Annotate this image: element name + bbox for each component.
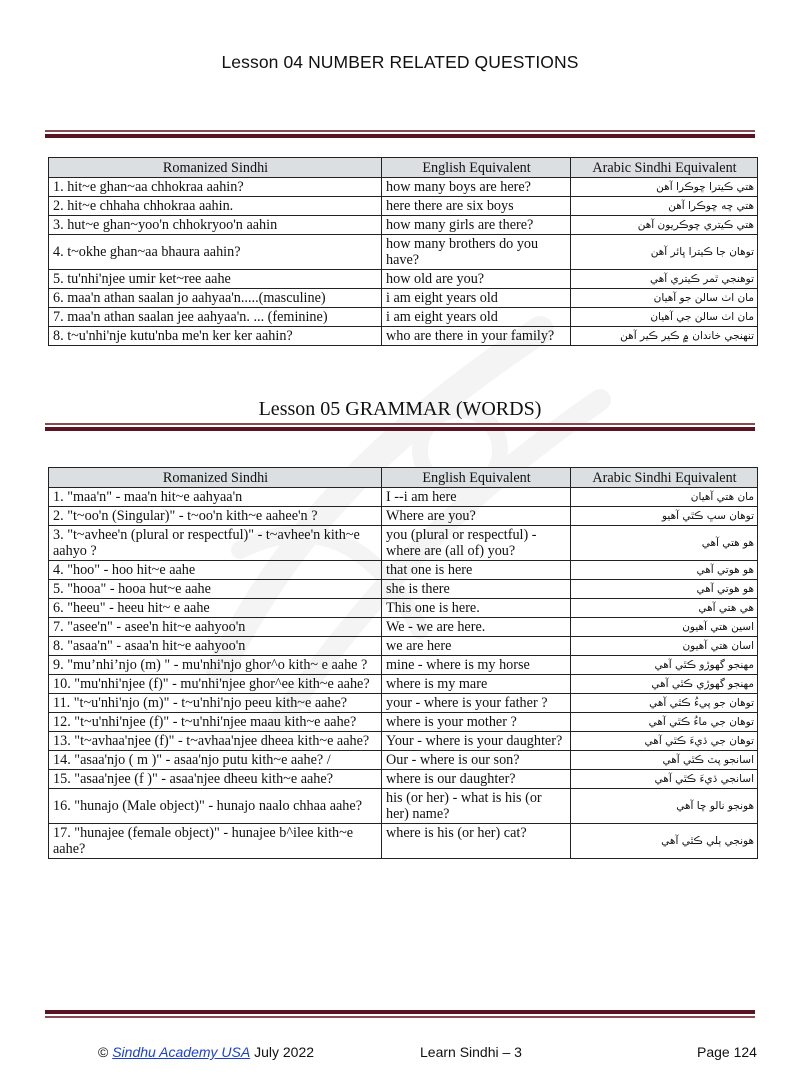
table-row <box>49 732 758 751</box>
cell-english: where is your mother ? <box>382 713 571 732</box>
table-row <box>49 789 758 824</box>
table-row <box>49 178 758 197</box>
cell-english: i am eight years old <box>382 289 571 308</box>
page-label: Page <box>697 1044 730 1060</box>
column-header-romanized: Romanized Sindhi <box>49 468 382 488</box>
cell-romanized: 7. maa'n athan saalan jee aahyaa'n. ... (feminine) <box>49 308 382 327</box>
cell-english: that one is here <box>382 561 571 580</box>
column-header-arabic: Arabic Sindhi Equivalent <box>571 468 758 488</box>
table-row <box>49 308 758 327</box>
table-row <box>49 289 758 308</box>
table-row <box>49 197 758 216</box>
cell-english: mine - where is my horse <box>382 656 571 675</box>
cell-english: who are there in your family? <box>382 327 571 346</box>
cell-romanized: 5. tu'nhi'njee umir ket~ree aahe <box>49 270 382 289</box>
cell-english: i am eight years old <box>382 308 571 327</box>
footer-book-title: Learn Sindhi – 3 <box>420 1044 522 1060</box>
lesson05-table <box>48 467 758 859</box>
cell-english: you (plural or respectful) - where are (all of) you? <box>382 526 571 561</box>
cell-english: how many boys are here? <box>382 178 571 197</box>
cell-english: Where are you? <box>382 507 571 526</box>
cell-arabic: مان اٺ سالن جي آهيان <box>571 308 758 327</box>
cell-arabic: اسين هتي آهيون <box>571 618 758 637</box>
cell-romanized: 3. hut~e ghan~yoo'n chhokryoo'n aahin <box>49 216 382 235</box>
table-row <box>49 488 758 507</box>
cell-romanized: 1. "maa'n" - maa'n hit~e aahyaa'n <box>49 488 382 507</box>
cell-arabic: توهنجي ٿمر ڪيتري آهي <box>571 270 758 289</box>
cell-arabic: مهنجو گهوڙي ڪٿي آهي <box>571 675 758 694</box>
cell-romanized: 11. "t~u'nhi'njo (m)" - t~u'nhi'njo peeu kith~e aahe? <box>49 694 382 713</box>
cell-arabic: هو هتي آهي <box>571 526 758 561</box>
cell-romanized: 1. hit~e ghan~aa chhokraa aahin? <box>49 178 382 197</box>
table-row <box>49 694 758 713</box>
cell-arabic: مان هتي آهيان <box>571 488 758 507</box>
table-row <box>49 713 758 732</box>
cell-romanized: 6. "heeu" - heeu hit~ e aahe <box>49 599 382 618</box>
cell-romanized: 8. t~u'nhi'nje kutu'nba me'n ker ker aahin? <box>49 327 382 346</box>
cell-english: where is his (or her) cat? <box>382 824 571 859</box>
cell-romanized: 17. "hunajee (female object)" - hunajee b^ilee kith~e aahe? <box>49 824 382 859</box>
table-row <box>49 656 758 675</box>
cell-arabic: هو هوتي آهي <box>571 561 758 580</box>
cell-arabic: توهان جا ڪيترا ڀائر آهن <box>571 235 758 270</box>
section-title-lesson05: Lesson 05 GRAMMAR (WORDS) <box>258 398 542 420</box>
cell-romanized: 15. "asaa'njee (f )" - asaa'njee dheeu kith~e aahe? <box>49 770 382 789</box>
cell-arabic: هي هتي آهي <box>571 599 758 618</box>
cell-english: we are here <box>382 637 571 656</box>
cell-arabic: هونجي ٻلي ڪٿي آهي <box>571 824 758 859</box>
cell-romanized: 13. "t~avhaa'njee (f)" - t~avhaa'njee dheea kith~e aahe? <box>49 732 382 751</box>
cell-arabic: تنهنجي خاندان ۾ ڪير ڪير آهن <box>571 327 758 346</box>
cell-arabic: اسانجو پٽ ڪٿي آهي <box>571 751 758 770</box>
footer-divider <box>45 1010 755 1018</box>
table-row <box>49 824 758 859</box>
cell-romanized: 8. "asaa'n" - asaa'n hit~e aahyoo'n <box>49 637 382 656</box>
table-row <box>49 637 758 656</box>
table-row <box>49 675 758 694</box>
page-number: 124 <box>733 1044 757 1060</box>
cell-english: his (or her) - what is his (or her) name? <box>382 789 571 824</box>
cell-romanized: 5. "hooa" - hooa hut~e aahe <box>49 580 382 599</box>
table-row <box>49 618 758 637</box>
cell-english: here there are six boys <box>382 197 571 216</box>
table-row <box>49 526 758 561</box>
table-row <box>49 235 758 270</box>
cell-english: I --i am here <box>382 488 571 507</box>
cell-romanized: 12. "t~u'nhi'njee (f)" - t~u'nhi'njee maau kith~e aahe? <box>49 713 382 732</box>
cell-romanized: 10. "mu'nhi'njee (f)" - mu'nhi'njee ghor^ee kith~e aahe? <box>49 675 382 694</box>
cell-romanized: 14. "asaa'njo ( m )" - asaa'njo putu kith~e aahe? / <box>49 751 382 770</box>
table-row <box>49 580 758 599</box>
cell-english: she is there <box>382 580 571 599</box>
header-divider <box>45 130 755 138</box>
cell-romanized: 16. "hunajo (Male object)" - hunajo naalo chhaa aahe? <box>49 789 382 824</box>
column-header-english: English Equivalent <box>382 158 571 178</box>
cell-english: This one is here. <box>382 599 571 618</box>
copyright-icon: © <box>98 1044 109 1060</box>
cell-romanized: 7. "asee'n" - asee'n hit~e aahyoo'n <box>49 618 382 637</box>
cell-romanized: 9. "mu’nhi’njo (m) " - mu'nhi'njo ghor^o kith~ e aahe ? <box>49 656 382 675</box>
column-header-english: English Equivalent <box>382 468 571 488</box>
cell-arabic: توهان جو پيءُ ڪٿي آهي <box>571 694 758 713</box>
column-header-romanized: Romanized Sindhi <box>49 158 382 178</box>
table-row <box>49 327 758 346</box>
table-row <box>49 561 758 580</box>
cell-english: We - we are here. <box>382 618 571 637</box>
page-title: Lesson 04 NUMBER RELATED QUESTIONS <box>221 52 579 72</box>
cell-arabic: مهنجو گهوڙو ڪٿي آهي <box>571 656 758 675</box>
cell-english: where is our daughter? <box>382 770 571 789</box>
cell-romanized: 4. t~okhe ghan~aa bhaura aahin? <box>49 235 382 270</box>
org-link[interactable]: Sindhu Academy USA <box>112 1044 251 1060</box>
table-row <box>49 507 758 526</box>
footer-date: July 2022 <box>250 1044 315 1060</box>
cell-arabic: توهان جي ماءُ ڪٿي آهي <box>571 713 758 732</box>
table-row <box>49 270 758 289</box>
cell-english: Our - where is our son? <box>382 751 571 770</box>
cell-romanized: 2. "t~oo'n (Singular)" - t~oo'n kith~e aahee'n ? <box>49 507 382 526</box>
cell-arabic: مان اٺ سالن جو آهيان <box>571 289 758 308</box>
cell-arabic: هتي ڪيترا ڇوڪرا آهن <box>571 178 758 197</box>
cell-english: how old are you? <box>382 270 571 289</box>
section-divider <box>45 423 755 431</box>
table-row <box>49 770 758 789</box>
cell-arabic: هتي ڪيتري ڇوڪريون آهن <box>571 216 758 235</box>
cell-arabic: هتي ڇه ڇوڪرا آهن <box>571 197 758 216</box>
footer-page <box>697 1044 757 1060</box>
cell-english: how many brothers do you have? <box>382 235 571 270</box>
cell-arabic: توهان سڀ ڪٿي آهيو <box>571 507 758 526</box>
table-header-row <box>49 158 758 178</box>
cell-romanized: 3. "t~avhee'n (plural or respectful)" - t~avhee'n kith~e aahyo ? <box>49 526 382 561</box>
table-header-row <box>49 468 758 488</box>
cell-romanized: 6. maa'n athan saalan jo aahyaa'n.....(masculine) <box>49 289 382 308</box>
cell-romanized: 2. hit~e chhaha chhokraa aahin. <box>49 197 382 216</box>
cell-english: how many girls are there? <box>382 216 571 235</box>
cell-english: your - where is your father ? <box>382 694 571 713</box>
lesson04-table <box>48 157 758 346</box>
cell-arabic: اسانجي ڌيءَ ڪٿي آهي <box>571 770 758 789</box>
footer-copyright <box>98 1044 314 1060</box>
cell-english: Your - where is your daughter? <box>382 732 571 751</box>
table-row <box>49 599 758 618</box>
cell-romanized: 4. "hoo" - hoo hit~e aahe <box>49 561 382 580</box>
cell-arabic: هو هوتي آهي <box>571 580 758 599</box>
cell-arabic: توهان جي ڌيءَ ڪٿي آهي <box>571 732 758 751</box>
table-row <box>49 216 758 235</box>
cell-english: where is my mare <box>382 675 571 694</box>
column-header-arabic: Arabic Sindhi Equivalent <box>571 158 758 178</box>
table-row <box>49 751 758 770</box>
cell-arabic: هونجو نالو ڇا آهي <box>571 789 758 824</box>
cell-arabic: اسان هتي آهيون <box>571 637 758 656</box>
